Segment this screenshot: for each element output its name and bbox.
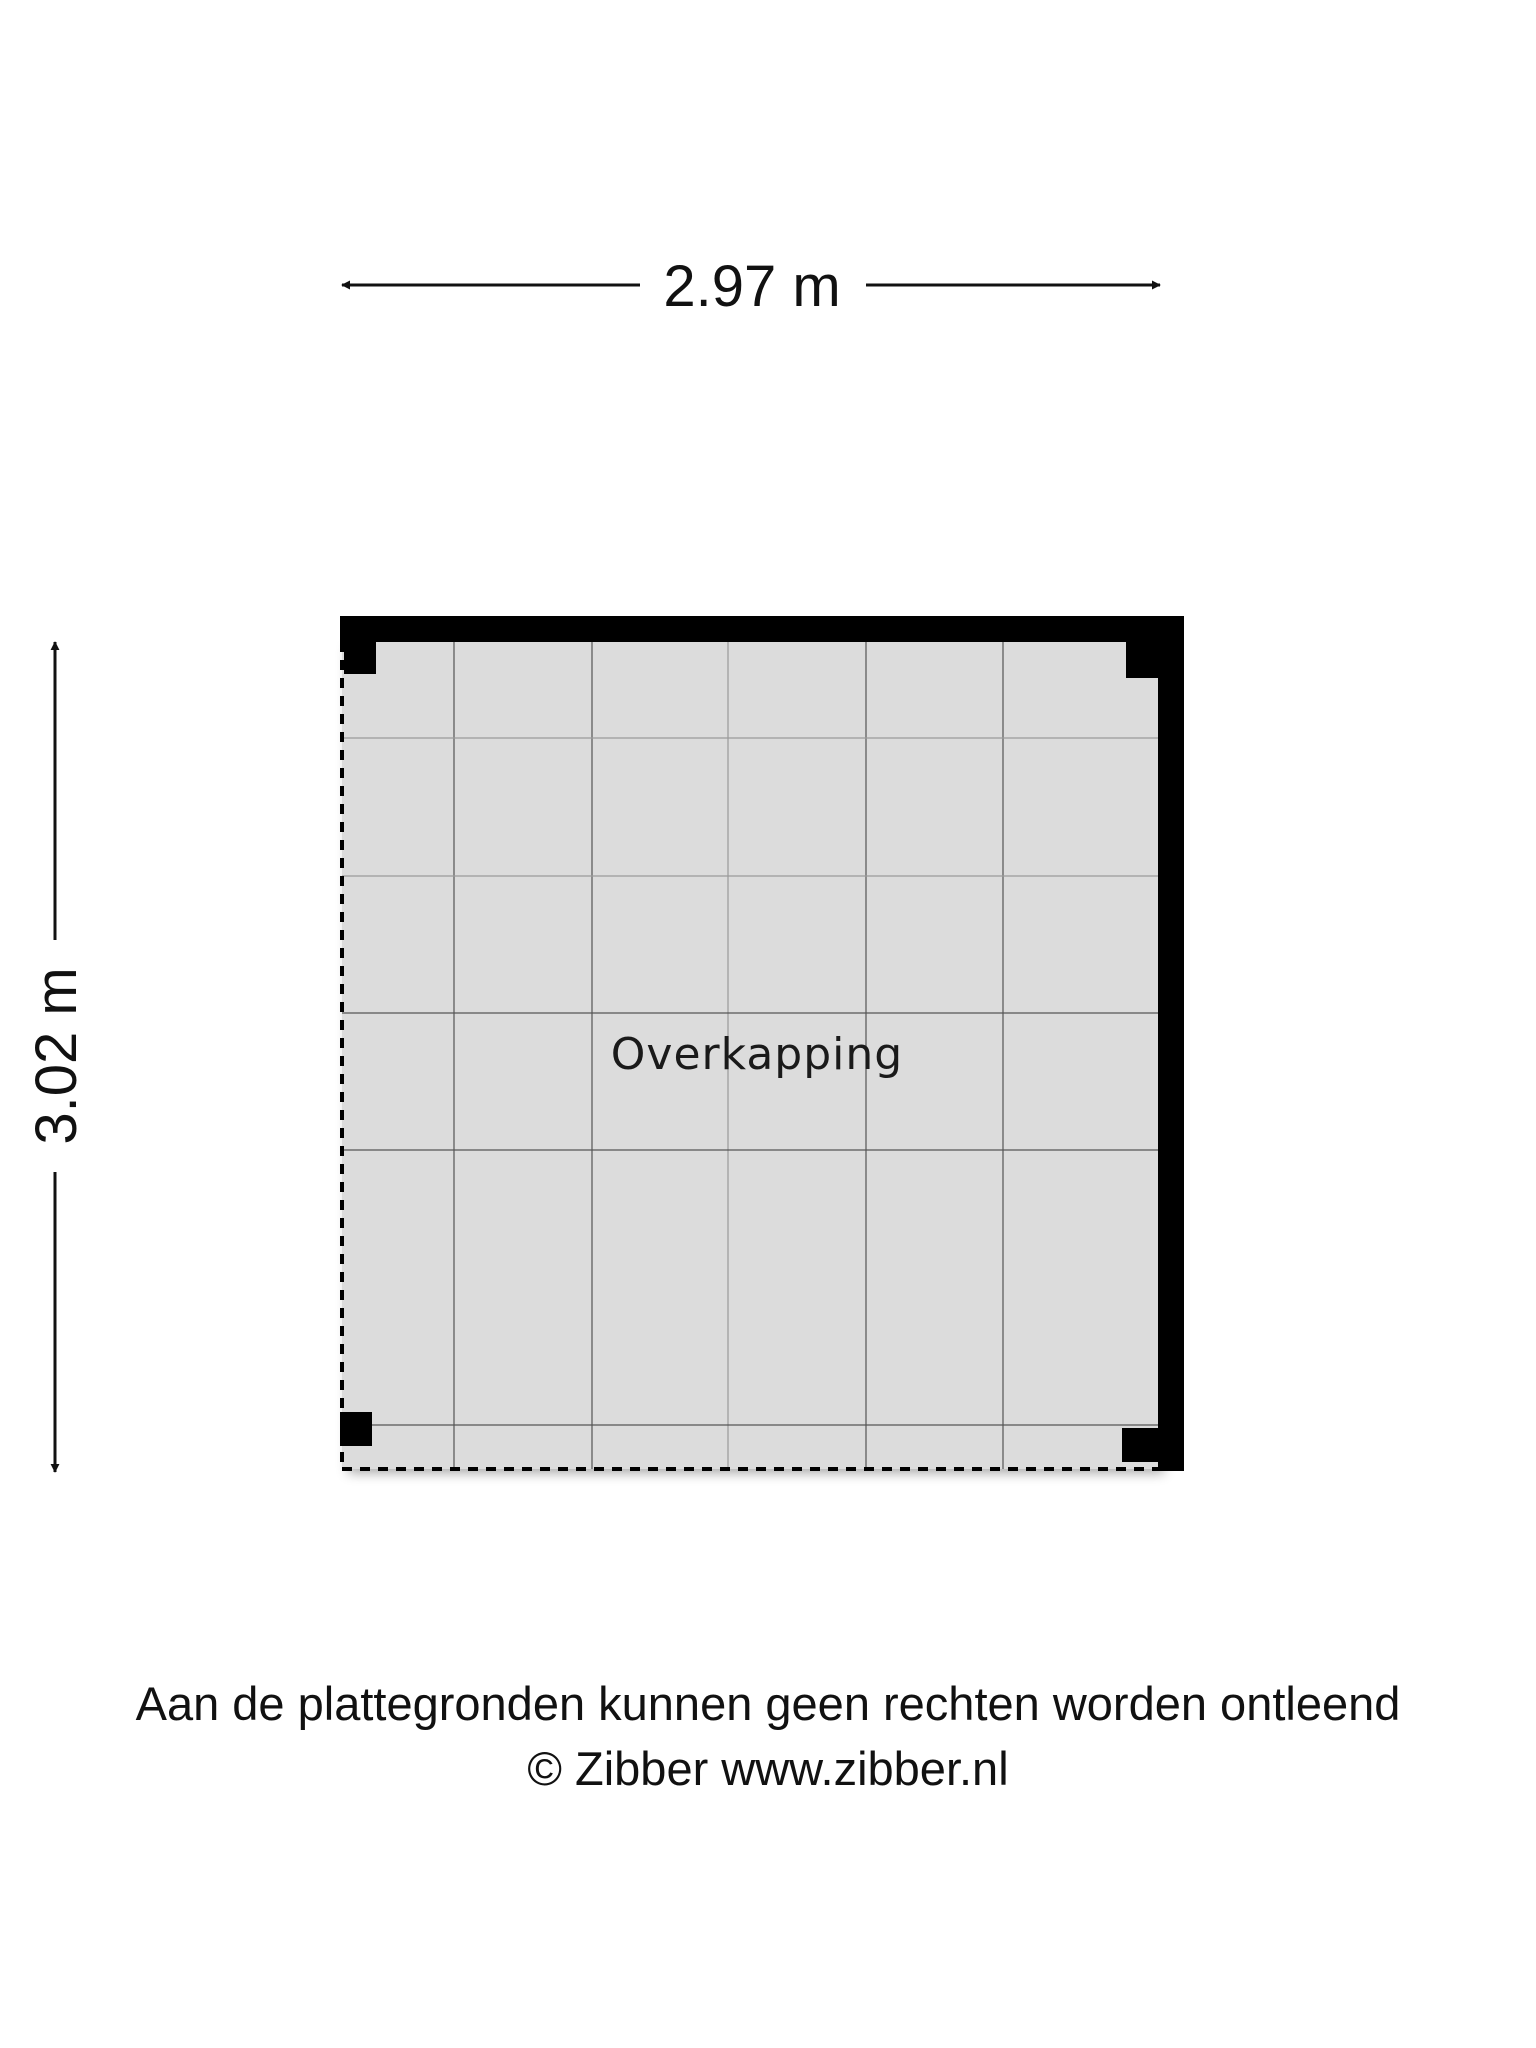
width-label: 2.97 m bbox=[663, 254, 841, 319]
post-top-right bbox=[1126, 642, 1158, 678]
post-bottom-right bbox=[1122, 1428, 1158, 1462]
height-dimension bbox=[24, 642, 89, 1472]
post-top-left bbox=[344, 642, 376, 674]
copyright-text: © Zibber www.zibber.nl bbox=[527, 1742, 1009, 1795]
post-bottom-left bbox=[340, 1412, 372, 1446]
height-label: 3.02 m bbox=[24, 967, 89, 1145]
wall-top bbox=[340, 616, 1184, 642]
room-label: Overkapping bbox=[610, 1029, 904, 1080]
wall-right bbox=[1158, 616, 1184, 1471]
disclaimer-text: Aan de plattegronden kunnen geen rechten worden ontleend bbox=[135, 1677, 1401, 1730]
width-dimension bbox=[342, 254, 1160, 319]
room-overkapping bbox=[340, 616, 1184, 1471]
